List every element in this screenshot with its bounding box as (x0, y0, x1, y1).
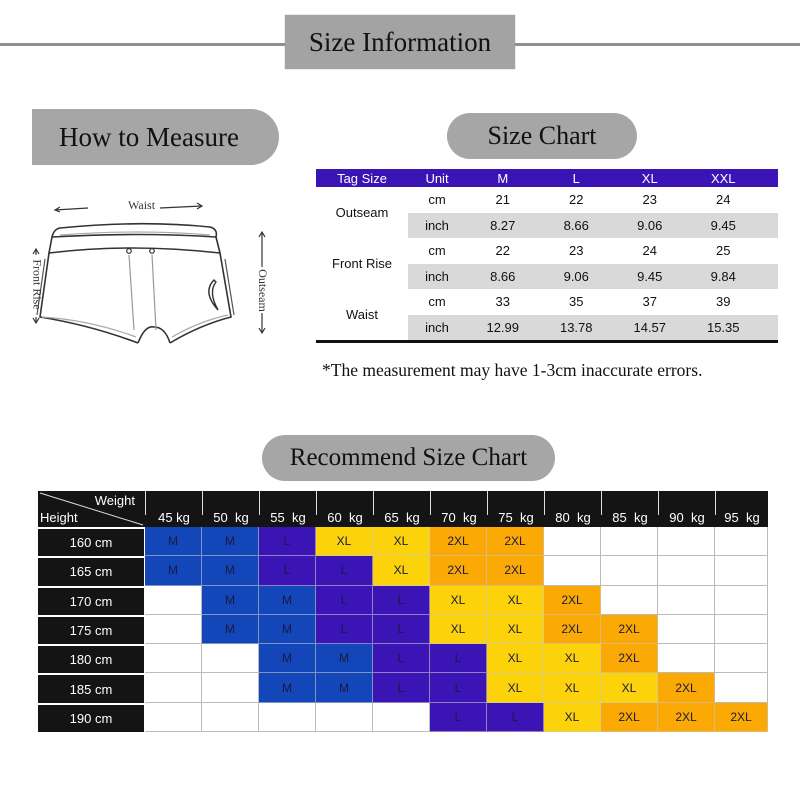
size-cell: XL (316, 527, 373, 556)
recommend-table (38, 491, 768, 732)
weight-column-header: 95 kg (715, 491, 768, 527)
size-cell: L (373, 615, 430, 644)
unit-cell: inch (425, 217, 449, 233)
size-group-front-rise (316, 238, 778, 289)
size-cell: M (316, 673, 373, 702)
height-row-header: 190 cm (38, 703, 145, 732)
size-cell (202, 703, 259, 732)
size-chart-title: Size Chart (447, 113, 637, 159)
size-cell: XL (430, 586, 487, 615)
size-cell (145, 615, 202, 644)
value-cell: 39 (716, 294, 731, 310)
group-label: Outseam (335, 205, 389, 220)
size-cell: XL (487, 673, 544, 702)
size-cell: M (259, 644, 316, 673)
recommend-header (38, 491, 768, 527)
size-chart-table (316, 169, 778, 343)
size-cell: L (316, 615, 373, 644)
size-cell: XL (544, 644, 601, 673)
height-row-header: 175 cm (38, 615, 145, 644)
size-cell (658, 586, 715, 615)
size-cell: 2XL (544, 615, 601, 644)
size-cell: 2XL (430, 527, 487, 556)
height-label: Height (40, 510, 78, 525)
size-cell: XL (373, 556, 430, 585)
size-cell: 2XL (601, 703, 658, 732)
size-cell: L (430, 703, 487, 732)
size-cell: M (202, 615, 259, 644)
weight-column-header: 80 kg (544, 491, 601, 527)
size-cell (316, 703, 373, 732)
size-cell: 2XL (658, 673, 715, 702)
size-cell: XL (373, 527, 430, 556)
size-cell: M (202, 586, 259, 615)
value-cell: 8.66 (490, 268, 516, 284)
size-cell: L (259, 556, 316, 585)
weight-column-header: 45 kg (145, 491, 202, 527)
page-title: Size Information (285, 15, 515, 69)
weight-column-header: 60 kg (316, 491, 373, 527)
value-cell: 24 (642, 243, 657, 259)
size-cell: 2XL (658, 703, 715, 732)
header-rule-left (0, 43, 286, 46)
size-cell: 2XL (544, 586, 601, 615)
unit-cell: cm (428, 192, 446, 208)
size-cell: XL (544, 673, 601, 702)
value-cell: 22 (569, 192, 584, 208)
size-cell (601, 586, 658, 615)
size-cell (145, 703, 202, 732)
value-cell: 33 (495, 294, 510, 310)
size-cell: L (316, 586, 373, 615)
size-cell: XL (487, 644, 544, 673)
size-cell (544, 556, 601, 585)
table-row (38, 556, 768, 585)
size-cell (145, 673, 202, 702)
height-row-header: 185 cm (38, 673, 145, 702)
size-cell (202, 673, 259, 702)
table-row (38, 703, 768, 732)
value-cell: 13.78 (559, 319, 593, 335)
size-cell (715, 673, 768, 702)
front-rise-label: Front Rise (30, 259, 45, 310)
size-cell (202, 644, 259, 673)
size-cell (373, 703, 430, 732)
size-cell: M (145, 556, 202, 585)
size-cell: L (373, 644, 430, 673)
shorts-diagram (30, 195, 280, 345)
value-cell: 23 (569, 243, 584, 259)
shorts-illustration-icon (30, 195, 280, 345)
col-l: L (572, 170, 580, 186)
size-cell: XL (544, 703, 601, 732)
weight-column-header: 90 kg (658, 491, 715, 527)
size-cell (658, 527, 715, 556)
size-cell: 2XL (487, 527, 544, 556)
size-cell: 2XL (601, 615, 658, 644)
value-cell: 35 (569, 294, 584, 310)
col-m: M (497, 170, 509, 186)
col-xl: XL (641, 170, 658, 186)
size-cell: XL (430, 615, 487, 644)
size-cell: L (373, 673, 430, 702)
table-row (38, 586, 768, 615)
weight-column-header: 75 kg (487, 491, 544, 527)
size-cell: L (316, 556, 373, 585)
weight-column-header: 65 kg (373, 491, 430, 527)
value-cell: 12.99 (486, 319, 520, 335)
weight-label: Weight (94, 493, 135, 508)
size-cell (715, 615, 768, 644)
size-group-outseam (316, 187, 778, 238)
col-tag-size: Tag Size (337, 170, 387, 186)
weight-column-header: 50 kg (202, 491, 259, 527)
size-chart-header (316, 169, 778, 187)
size-cell (259, 703, 316, 732)
height-row-header: 160 cm (38, 527, 145, 556)
value-cell: 9.06 (563, 268, 589, 284)
value-cell: 37 (642, 294, 657, 310)
outseam-label: Outseam (256, 269, 270, 312)
size-cell: M (259, 673, 316, 702)
size-cell (715, 527, 768, 556)
value-cell: 25 (716, 243, 731, 259)
unit-cell: cm (428, 243, 446, 259)
table-bottom-rule (316, 340, 778, 343)
size-cell: 2XL (715, 703, 768, 732)
value-cell: 24 (716, 192, 731, 208)
value-cell: 8.66 (563, 217, 589, 233)
value-cell: 9.06 (637, 217, 663, 233)
weight-column-header: 55 kg (259, 491, 316, 527)
col-xxl: XXL (710, 170, 736, 186)
group-label: Waist (345, 307, 379, 322)
height-row-header: 170 cm (38, 586, 145, 615)
value-cell: 15.35 (706, 319, 740, 335)
weight-column-header: 70 kg (430, 491, 487, 527)
size-cell: L (430, 644, 487, 673)
value-cell: 23 (642, 192, 657, 208)
size-cell: M (202, 556, 259, 585)
how-to-measure-title: How to Measure (32, 109, 279, 165)
table-row (38, 644, 768, 673)
size-cell: L (373, 586, 430, 615)
size-cell: M (145, 527, 202, 556)
size-cell (715, 644, 768, 673)
size-cell: L (487, 703, 544, 732)
size-cell: M (259, 586, 316, 615)
unit-cell: inch (425, 319, 449, 335)
value-cell: 8.27 (490, 217, 516, 233)
size-cell: XL (487, 615, 544, 644)
corner-cell (38, 491, 145, 527)
size-cell: M (316, 644, 373, 673)
table-row (38, 673, 768, 702)
size-cell: 2XL (601, 644, 658, 673)
size-cell (715, 556, 768, 585)
size-group-waist (316, 289, 778, 340)
col-unit: Unit (425, 170, 449, 186)
recommend-title: Recommend Size Chart (262, 435, 555, 481)
unit-cell: inch (425, 268, 449, 284)
table-row (38, 527, 768, 556)
header-rule-right (514, 43, 800, 46)
size-cell: M (259, 615, 316, 644)
height-row-header: 180 cm (38, 644, 145, 673)
size-cell: L (430, 673, 487, 702)
size-cell (658, 556, 715, 585)
size-cell (658, 615, 715, 644)
size-cell: M (202, 527, 259, 556)
size-cell (715, 586, 768, 615)
table-row (38, 615, 768, 644)
value-cell: 9.45 (710, 217, 736, 233)
unit-cell: cm (428, 294, 446, 310)
measurement-note: *The measurement may have 1-3cm inaccurate errors. (322, 360, 703, 380)
height-row-header: 165 cm (38, 556, 145, 585)
value-cell: 22 (495, 243, 510, 259)
size-cell: 2XL (487, 556, 544, 585)
size-cell (601, 556, 658, 585)
size-cell (544, 527, 601, 556)
size-cell: XL (487, 586, 544, 615)
size-cell (145, 644, 202, 673)
size-cell (658, 644, 715, 673)
size-cell: 2XL (430, 556, 487, 585)
size-cell: XL (601, 673, 658, 702)
size-cell (601, 527, 658, 556)
group-label: Front Rise (332, 256, 392, 271)
weight-column-header: 85 kg (601, 491, 658, 527)
value-cell: 21 (495, 192, 510, 208)
value-cell: 9.84 (710, 268, 736, 284)
size-cell (145, 586, 202, 615)
value-cell: 14.57 (633, 319, 667, 335)
size-cell: L (259, 527, 316, 556)
value-cell: 9.45 (637, 268, 663, 284)
waist-label: Waist (128, 198, 156, 212)
